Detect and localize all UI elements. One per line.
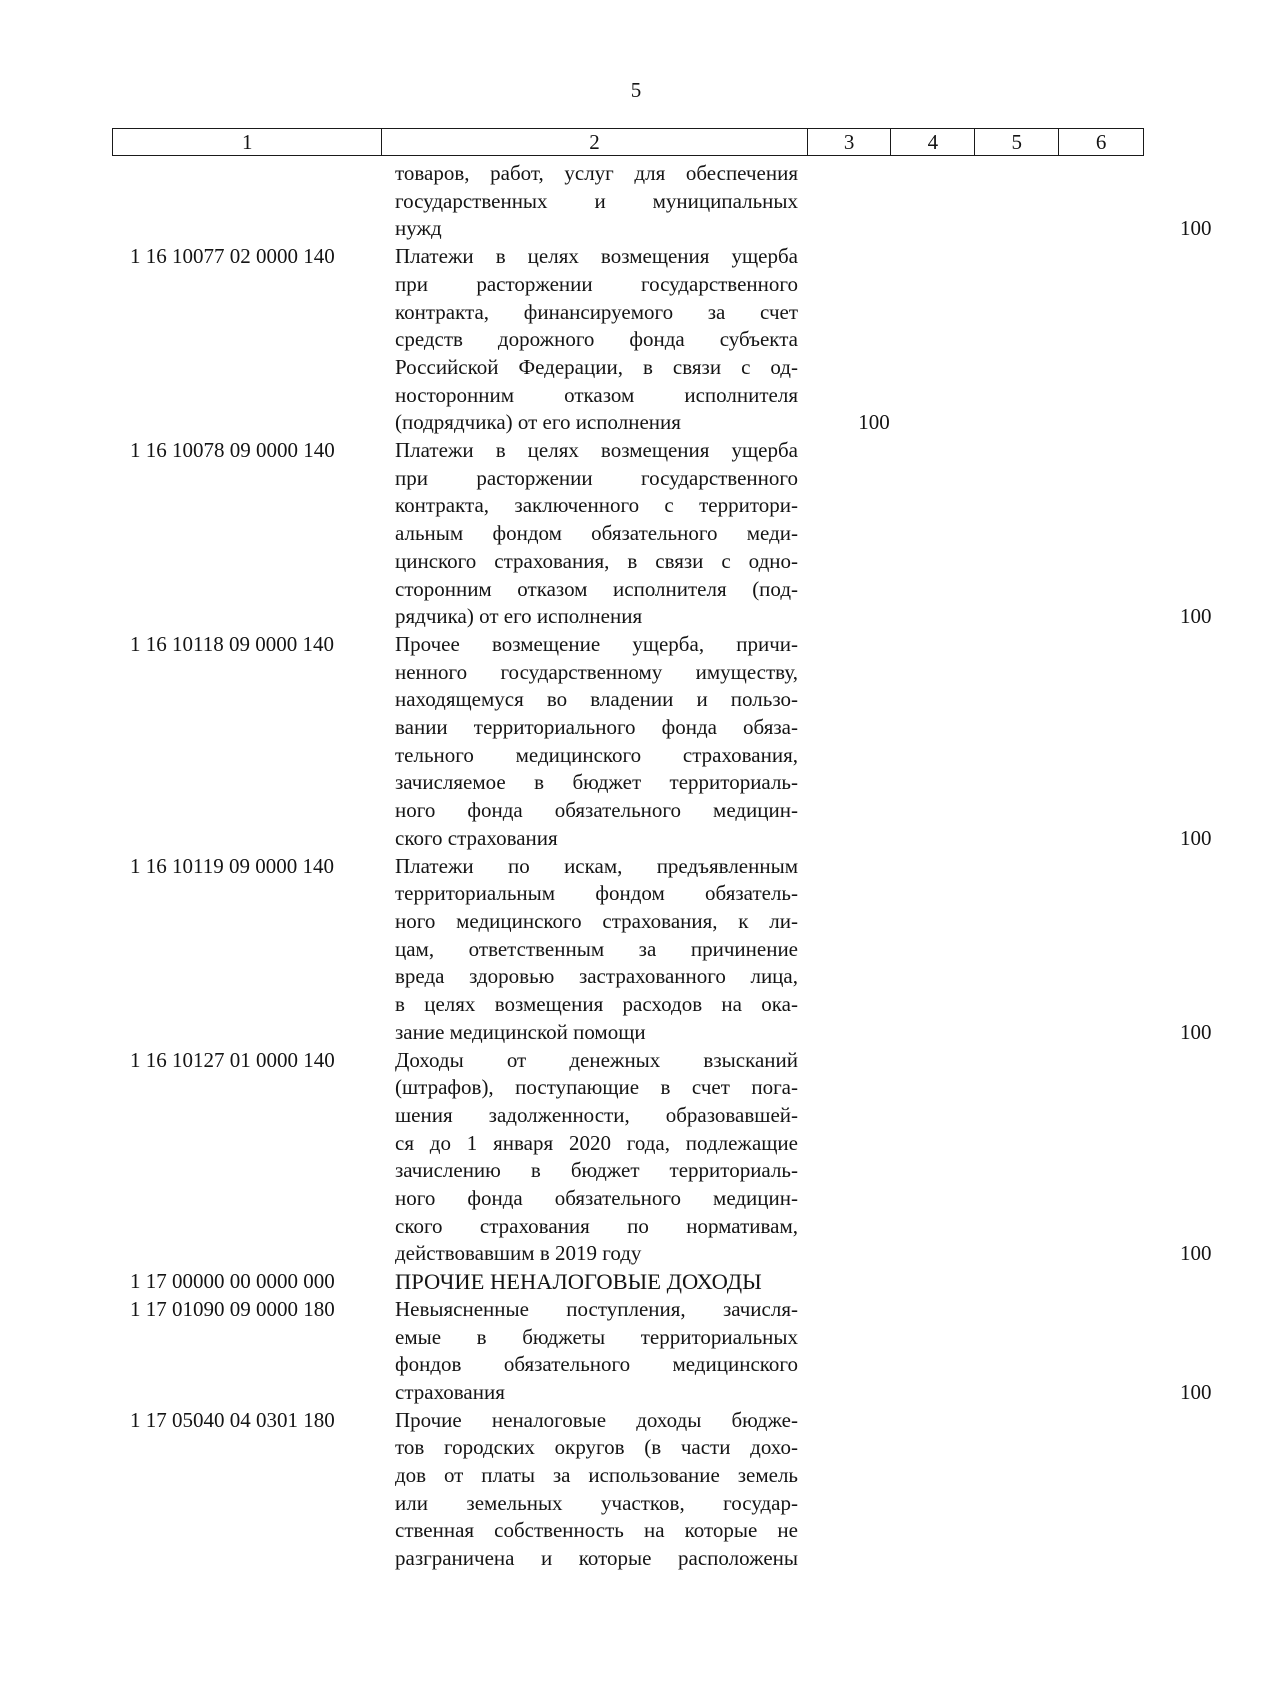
description-line: (подрядчика) от его исполнения bbox=[395, 410, 681, 435]
description-line: цам, ответственным за причинение bbox=[395, 936, 798, 961]
description-line: шения задолженности, образовавшей- bbox=[395, 1102, 798, 1127]
description-line: цинского страхования, в связи с одно- bbox=[395, 548, 798, 573]
description-line: Платежи по искам, предъявленным bbox=[395, 853, 798, 878]
description-line: Платежи в целях возмещения ущерба bbox=[395, 438, 798, 463]
header-col-6: 6 bbox=[1095, 130, 1107, 154]
description-line: ного медицинского страхования, к ли- bbox=[395, 908, 798, 933]
description-line: вании территориального фонда обяза- bbox=[395, 715, 798, 740]
description-line: товаров, работ, услуг для обеспечения bbox=[395, 161, 798, 185]
row-description bbox=[382, 243, 808, 437]
description-line: при расторжении государственного bbox=[395, 465, 798, 490]
row-col6-value: 100 bbox=[1180, 1019, 1212, 1044]
header-col-1: 1 bbox=[113, 129, 382, 155]
description-line: тов городских округов (в части дохо- bbox=[395, 1435, 798, 1460]
row-description bbox=[382, 1407, 808, 1573]
row-description bbox=[382, 437, 808, 631]
description-line: при расторжении государственного bbox=[395, 271, 798, 296]
table-row bbox=[112, 437, 1212, 631]
description-line: Российской Федерации, в связи с од- bbox=[395, 354, 798, 379]
row-col6-value: 100 bbox=[1180, 1379, 1212, 1404]
row-description bbox=[382, 1047, 808, 1269]
row-col6-value: 100 bbox=[1180, 604, 1212, 629]
row-description bbox=[382, 1268, 808, 1296]
description-line: контракта, заключенного с территори- bbox=[395, 493, 798, 518]
description-line: находящемуся во владении и пользо- bbox=[395, 687, 798, 712]
description-line: зачислению в бюджет территориаль- bbox=[395, 1158, 798, 1183]
row-code: 1 16 10077 02 0000 140 bbox=[130, 244, 335, 269]
row-description bbox=[382, 631, 808, 853]
table-row bbox=[112, 1296, 1212, 1407]
table-row bbox=[112, 243, 1144, 437]
description-line: ского страхования bbox=[395, 825, 558, 850]
description-line: средств дорожного фонда субъекта bbox=[395, 327, 798, 352]
description-line: действовавшим в 2019 году bbox=[395, 1241, 642, 1266]
table-row bbox=[112, 160, 1212, 243]
description-line: ПРОЧИЕ НЕНАЛОГОВЫЕ ДОХОДЫ bbox=[395, 1269, 762, 1295]
description-line: тельного медицинского страхования, bbox=[395, 742, 798, 767]
header-col-2: 2 bbox=[382, 129, 807, 155]
description-line: ского страхования по нормативам, bbox=[395, 1213, 798, 1238]
row-description bbox=[382, 1296, 808, 1407]
table-row bbox=[112, 1268, 1144, 1296]
description-line: ного фонда обязательного медицин- bbox=[395, 1186, 798, 1211]
description-line: Невыясненные поступления, зачисля- bbox=[395, 1296, 798, 1321]
description-line: зание медицинской помощи bbox=[395, 1019, 646, 1044]
header-col-5: 5 bbox=[975, 129, 1059, 155]
row-col6-value: 100 bbox=[1180, 1241, 1212, 1266]
header-col-3: 3 bbox=[808, 129, 892, 155]
row-code: 1 16 10119 09 0000 140 bbox=[130, 853, 334, 878]
row-description bbox=[382, 853, 808, 1047]
description-line: государственных и муниципальных bbox=[395, 188, 798, 213]
description-line: альным фондом обязательного меди- bbox=[395, 521, 798, 546]
description-line: носторонним отказом исполнителя bbox=[395, 382, 798, 407]
description-line: ного фонда обязательного медицин- bbox=[395, 798, 798, 823]
description-line: ненного государственному имуществу, bbox=[395, 659, 798, 684]
description-line: нужд bbox=[395, 216, 442, 241]
description-line: зачисляемое в бюджет территориаль- bbox=[395, 770, 798, 795]
table-row bbox=[112, 631, 1212, 853]
row-col6-value: 100 bbox=[1180, 216, 1212, 241]
row-code: 1 17 01090 09 0000 180 bbox=[130, 1296, 335, 1321]
row-code: 1 16 10118 09 0000 140 bbox=[130, 631, 334, 656]
row-description bbox=[382, 160, 808, 243]
description-line: Прочие неналоговые доходы бюдже- bbox=[395, 1407, 798, 1432]
description-line: территориальным фондом обязатель- bbox=[395, 881, 798, 906]
description-line: контракта, финансируемого за счет bbox=[395, 299, 798, 324]
table-row bbox=[112, 853, 1212, 1047]
description-line: фондов обязательного медицинского bbox=[395, 1352, 798, 1377]
table-row bbox=[112, 1407, 1144, 1573]
description-line: вреда здоровью застрахованного лица, bbox=[395, 964, 798, 989]
description-line: сторонним отказом исполнителя (под- bbox=[395, 576, 798, 601]
table-row bbox=[112, 1047, 1212, 1269]
description-line: Платежи в целях возмещения ущерба bbox=[395, 244, 798, 269]
row-code: 1 16 10127 01 0000 140 bbox=[130, 1047, 335, 1072]
description-line: страхования bbox=[395, 1379, 505, 1404]
description-line: дов от платы за использование земель bbox=[395, 1463, 798, 1488]
description-line: ся до 1 января 2020 года, подлежащие bbox=[395, 1130, 798, 1155]
description-line: разграничена и которые расположены bbox=[395, 1546, 798, 1571]
description-line: в целях возмещения расходов на ока- bbox=[395, 992, 798, 1017]
row-code: 1 17 05040 04 0301 180 bbox=[130, 1407, 335, 1432]
table-body bbox=[112, 160, 1212, 1573]
description-line: емые в бюджеты территориальных bbox=[395, 1324, 798, 1349]
row-code: 1 17 00000 00 0000 000 bbox=[130, 1269, 335, 1294]
description-line: или земельных участков, государ- bbox=[395, 1490, 798, 1515]
page-number: 5 bbox=[630, 78, 642, 102]
row-col6-value: 100 bbox=[1180, 825, 1212, 850]
description-line: Доходы от денежных взысканий bbox=[395, 1047, 798, 1072]
description-line: ственная собственность на которые не bbox=[395, 1518, 798, 1543]
row-code bbox=[112, 160, 382, 243]
header-col-4: 4 bbox=[891, 129, 975, 155]
row-col3-value: 100 bbox=[858, 410, 890, 435]
description-line: рядчика) от его исполнения bbox=[395, 604, 643, 629]
row-code: 1 16 10078 09 0000 140 bbox=[130, 438, 335, 463]
description-line: Прочее возмещение ущерба, причи- bbox=[395, 631, 798, 656]
table-header-row bbox=[112, 128, 1144, 156]
description-line: (штрафов), поступающие в счет пога- bbox=[395, 1075, 798, 1100]
